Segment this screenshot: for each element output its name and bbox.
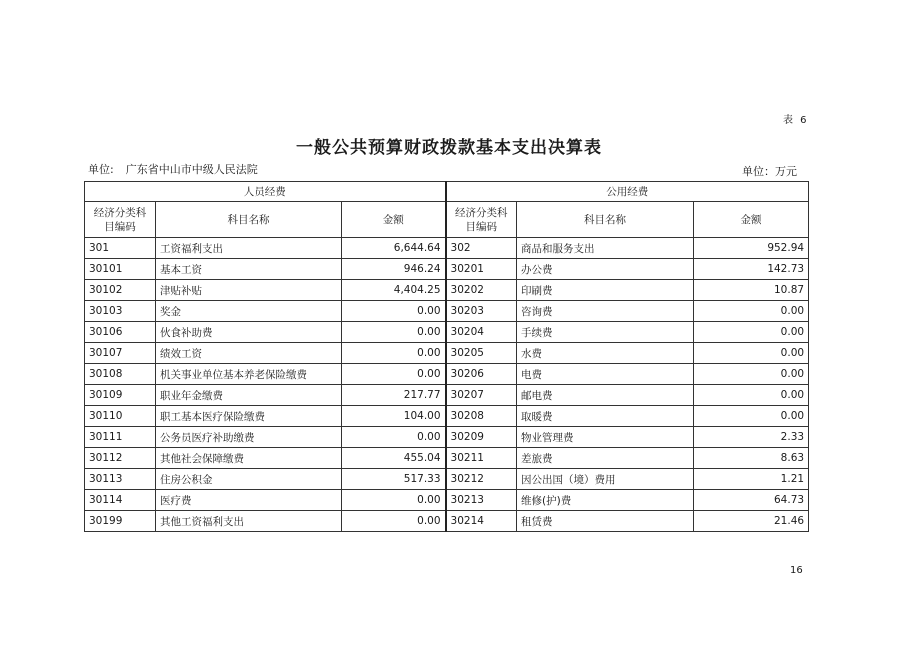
left-code-cell: 30110 xyxy=(85,406,156,427)
left-amount-cell: 0.00 xyxy=(342,343,446,364)
right-name-cell: 商品和服务支出 xyxy=(517,238,694,259)
table-row xyxy=(85,406,809,427)
left-code-cell: 30111 xyxy=(85,427,156,448)
right-code-cell: 30205 xyxy=(446,343,517,364)
right-code-cell: 30204 xyxy=(446,322,517,343)
table-row xyxy=(85,427,809,448)
left-code-cell: 30107 xyxy=(85,343,156,364)
column-header-code: 经济分类科目编码 xyxy=(446,202,517,238)
table-row xyxy=(85,448,809,469)
right-code-cell: 30208 xyxy=(446,406,517,427)
column-header-name: 科目名称 xyxy=(156,202,342,238)
table-body xyxy=(85,238,809,532)
right-code-cell: 30214 xyxy=(446,511,517,532)
currency-unit: 单位：万元 xyxy=(742,165,797,178)
table-row xyxy=(85,259,809,280)
right-amount-cell: 0.00 xyxy=(694,322,809,343)
right-amount-cell: 952.94 xyxy=(694,238,809,259)
right-amount-cell: 0.00 xyxy=(694,301,809,322)
left-amount-cell: 0.00 xyxy=(342,490,446,511)
right-name-cell: 邮电费 xyxy=(517,385,694,406)
right-code-cell: 30213 xyxy=(446,490,517,511)
left-code-cell: 30199 xyxy=(85,511,156,532)
left-name-cell: 职工基本医疗保险缴费 xyxy=(156,406,342,427)
table-row xyxy=(85,301,809,322)
left-code-cell: 30112 xyxy=(85,448,156,469)
right-amount-cell: 8.63 xyxy=(694,448,809,469)
left-amount-cell: 217.77 xyxy=(342,385,446,406)
table-row xyxy=(85,322,809,343)
left-name-cell: 工资福利支出 xyxy=(156,238,342,259)
table-row xyxy=(85,490,809,511)
right-amount-cell: 10.87 xyxy=(694,280,809,301)
column-header-name: 科目名称 xyxy=(517,202,694,238)
left-name-cell: 津贴补贴 xyxy=(156,280,342,301)
left-code-cell: 30103 xyxy=(85,301,156,322)
page-number: 16 xyxy=(790,565,803,576)
right-code-cell: 30206 xyxy=(446,364,517,385)
right-name-cell: 因公出国（境）费用 xyxy=(517,469,694,490)
expenditure-table xyxy=(84,181,809,532)
right-name-cell: 手续费 xyxy=(517,322,694,343)
left-name-cell: 职业年金缴费 xyxy=(156,385,342,406)
right-amount-cell: 1.21 xyxy=(694,469,809,490)
left-code-cell: 30114 xyxy=(85,490,156,511)
left-amount-cell: 0.00 xyxy=(342,427,446,448)
table-row xyxy=(85,511,809,532)
right-code-cell: 30202 xyxy=(446,280,517,301)
right-amount-cell: 0.00 xyxy=(694,385,809,406)
table-row xyxy=(85,280,809,301)
left-code-cell: 30102 xyxy=(85,280,156,301)
organization-name: 广东省中山市中级人民法院 xyxy=(125,163,258,176)
table-row xyxy=(85,238,809,259)
left-name-cell: 机关事业单位基本养老保险缴费 xyxy=(156,364,342,385)
column-header-code: 经济分类科目编码 xyxy=(85,202,156,238)
left-code-cell: 30101 xyxy=(85,259,156,280)
group-header-row xyxy=(85,182,809,202)
right-code-cell: 302 xyxy=(446,238,517,259)
left-amount-cell: 0.00 xyxy=(342,511,446,532)
right-code-cell: 30203 xyxy=(446,301,517,322)
left-name-cell: 公务员医疗补助缴费 xyxy=(156,427,342,448)
left-name-cell: 其他工资福利支出 xyxy=(156,511,342,532)
left-amount-cell: 455.04 xyxy=(342,448,446,469)
left-name-cell: 住房公积金 xyxy=(156,469,342,490)
right-code-cell: 30201 xyxy=(446,259,517,280)
right-name-cell: 水费 xyxy=(517,343,694,364)
left-amount-cell: 6,644.64 xyxy=(342,238,446,259)
left-code-cell: 30106 xyxy=(85,322,156,343)
left-amount-cell: 0.00 xyxy=(342,322,446,343)
page-title: 一般公共预算财政拨款基本支出决算表 xyxy=(296,138,602,158)
group-header-public: 公用经费 xyxy=(446,182,809,202)
left-code-cell: 30109 xyxy=(85,385,156,406)
left-name-cell: 伙食补助费 xyxy=(156,322,342,343)
left-amount-cell: 4,404.25 xyxy=(342,280,446,301)
right-amount-cell: 0.00 xyxy=(694,364,809,385)
right-amount-cell: 64.73 xyxy=(694,490,809,511)
left-code-cell: 301 xyxy=(85,238,156,259)
right-amount-cell: 0.00 xyxy=(694,343,809,364)
left-amount-cell: 0.00 xyxy=(342,301,446,322)
right-name-cell: 取暖费 xyxy=(517,406,694,427)
table-number: 表 6 xyxy=(783,115,809,126)
left-name-cell: 绩效工资 xyxy=(156,343,342,364)
right-code-cell: 30209 xyxy=(446,427,517,448)
right-code-cell: 30211 xyxy=(446,448,517,469)
table-row xyxy=(85,469,809,490)
left-name-cell: 奖金 xyxy=(156,301,342,322)
left-code-cell: 30108 xyxy=(85,364,156,385)
right-name-cell: 电费 xyxy=(517,364,694,385)
left-amount-cell: 104.00 xyxy=(342,406,446,427)
right-name-cell: 维修(护)费 xyxy=(517,490,694,511)
right-name-cell: 租赁费 xyxy=(517,511,694,532)
right-name-cell: 办公费 xyxy=(517,259,694,280)
left-name-cell: 其他社会保障缴费 xyxy=(156,448,342,469)
left-name-cell: 基本工资 xyxy=(156,259,342,280)
right-amount-cell: 2.33 xyxy=(694,427,809,448)
table-row xyxy=(85,385,809,406)
right-code-cell: 30207 xyxy=(446,385,517,406)
right-amount-cell: 21.46 xyxy=(694,511,809,532)
left-name-cell: 医疗费 xyxy=(156,490,342,511)
left-code-cell: 30113 xyxy=(85,469,156,490)
right-name-cell: 印刷费 xyxy=(517,280,694,301)
table-row xyxy=(85,364,809,385)
column-header-amount: 金额 xyxy=(342,202,446,238)
right-amount-cell: 142.73 xyxy=(694,259,809,280)
right-name-cell: 物业管理费 xyxy=(517,427,694,448)
column-header-row xyxy=(85,202,809,238)
right-code-cell: 30212 xyxy=(446,469,517,490)
right-amount-cell: 0.00 xyxy=(694,406,809,427)
right-name-cell: 咨询费 xyxy=(517,301,694,322)
left-amount-cell: 0.00 xyxy=(342,364,446,385)
column-header-amount: 金额 xyxy=(694,202,809,238)
organization-line xyxy=(88,161,258,177)
right-name-cell: 差旅费 xyxy=(517,448,694,469)
left-amount-cell: 517.33 xyxy=(342,469,446,490)
group-header-personnel: 人员经费 xyxy=(85,182,446,202)
left-amount-cell: 946.24 xyxy=(342,259,446,280)
unit-label: 单位: xyxy=(88,163,114,176)
table-row xyxy=(85,343,809,364)
